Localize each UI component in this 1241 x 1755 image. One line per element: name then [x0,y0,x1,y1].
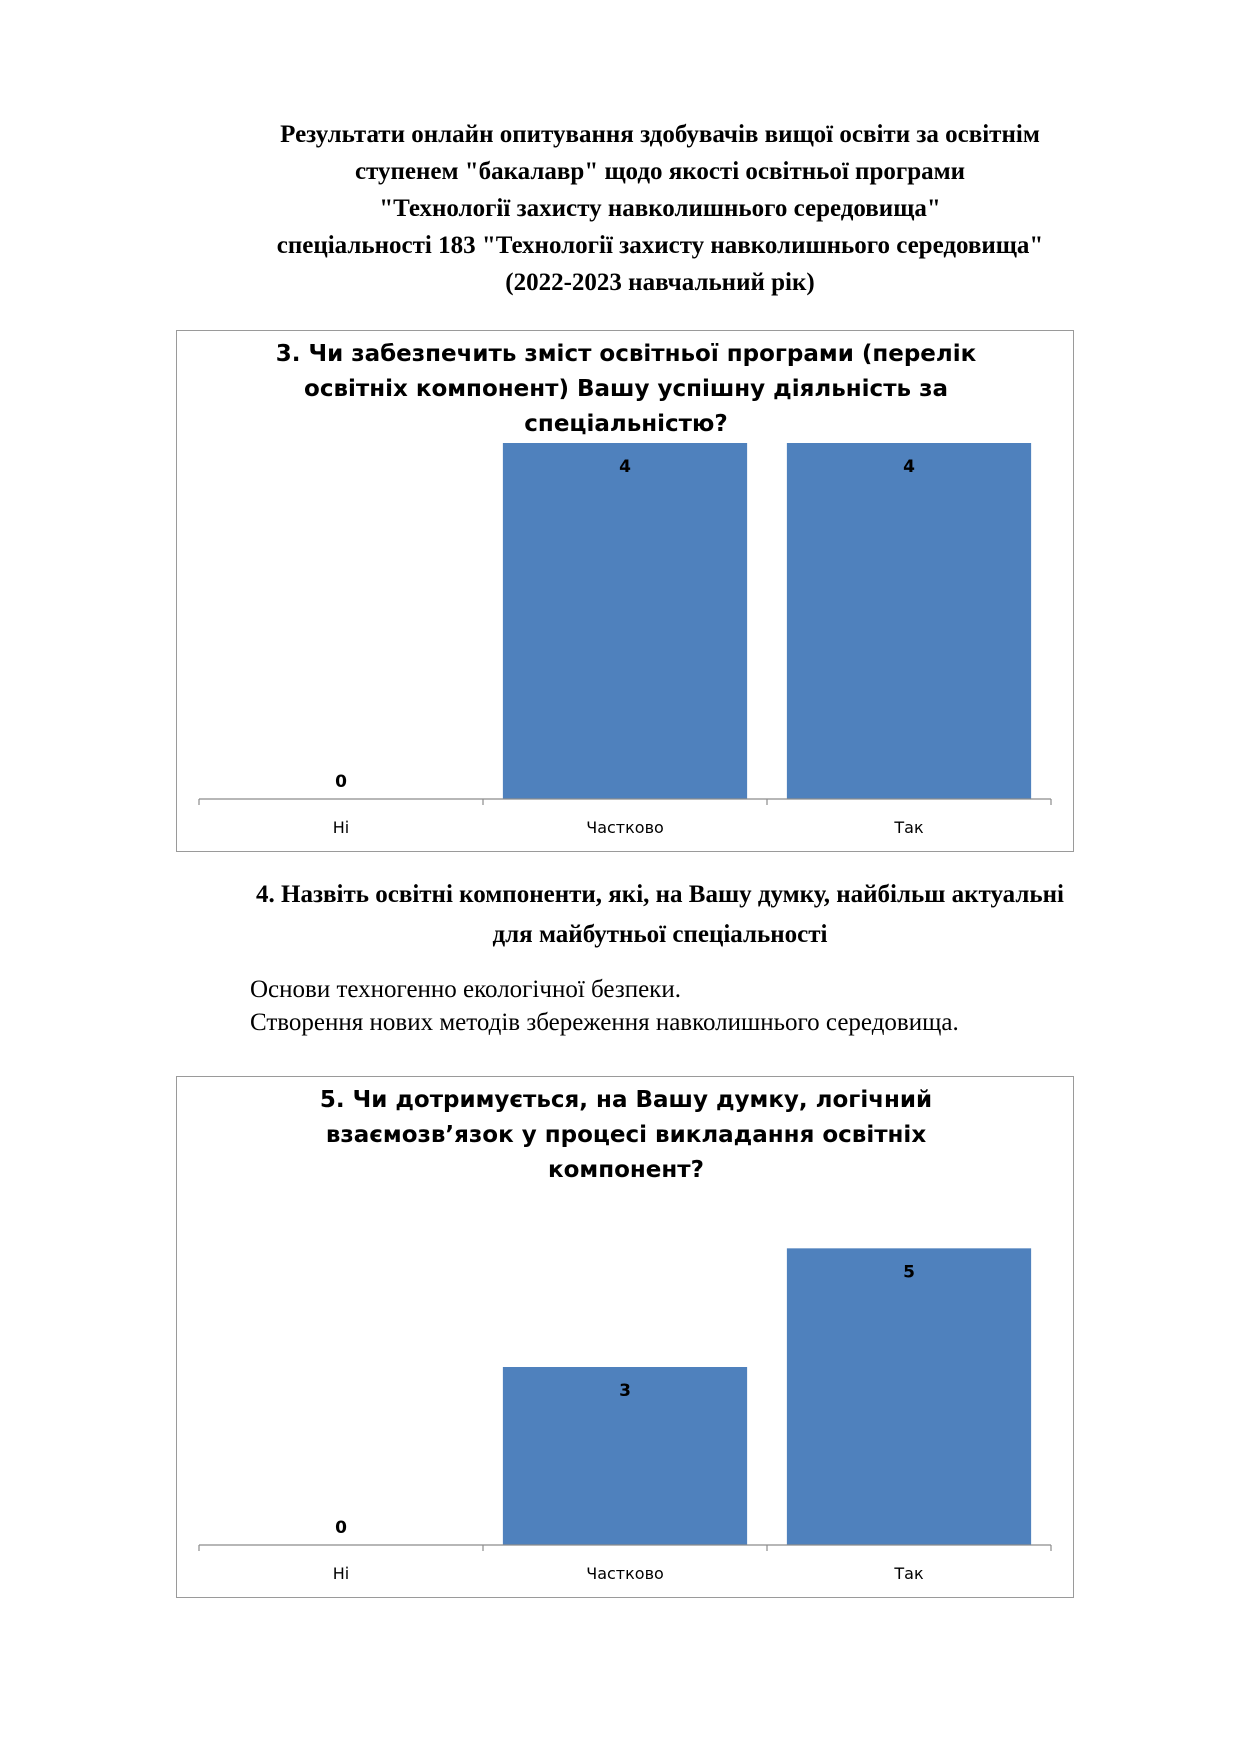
heading-line: Результати онлайн опитування здобувачів вищої освіти за освітнім [280,121,1040,148]
answer-item: Створення нових методів збереження навколишнього середовища. [250,1009,959,1036]
chart-question-5 [176,1076,1074,1598]
category-label: Ні [332,818,350,837]
answer-item: Основи техногенно екологічної безпеки. [250,976,681,1003]
category-label: Частково [586,818,664,837]
data-label: 5 [903,1262,915,1283]
chart-title-line: 5. Чи дотримується, на Вашу думку, логічний [319,1087,933,1113]
heading-line: "Технології захисту навколишнього середовища" [379,195,941,222]
document-heading [160,116,1160,301]
bar [787,1248,1031,1545]
chart-title-line: 3. Чи забезпечить зміст освітньої програми (перелік [275,341,977,367]
data-label: 0 [335,1518,347,1538]
question-4-line: 4. Назвіть освітні компоненти, які, на Вашу думку, найбільш актуальні [256,881,1064,908]
chart-title [177,1083,1075,1188]
bar [503,443,747,799]
category-label: Так [894,818,924,837]
bar [787,443,1031,799]
category-label: Так [894,1564,924,1583]
data-label: 4 [903,457,915,477]
chart-title-line: спеціальністю? [524,411,728,437]
data-label: 3 [619,1381,631,1401]
question-4-answers [250,973,1190,1039]
category-label: Ні [332,1564,350,1583]
chart-question-3 [176,330,1074,852]
heading-line: спеціальності 183 "Технології захисту навколишнього середовища" [276,232,1044,259]
category-label: Частково [586,1564,664,1583]
heading-line: (2022-2023 навчальний рік) [505,269,815,296]
chart-title-line: взаємозв’язок у процесі викладання освітніх [325,1122,927,1148]
chart-title-line: компонент? [548,1157,704,1183]
question-4-line: для майбутньої спеціальності [492,921,828,948]
data-label: 4 [619,457,631,477]
data-label: 0 [335,772,347,792]
question-4-heading [160,875,1160,955]
heading-line: ступенем "бакалавр" щодо якості освітньої програми [354,158,966,185]
chart-title [177,337,1075,442]
chart-title-line: освітніх компонент) Вашу успішну діяльність за [304,376,948,402]
